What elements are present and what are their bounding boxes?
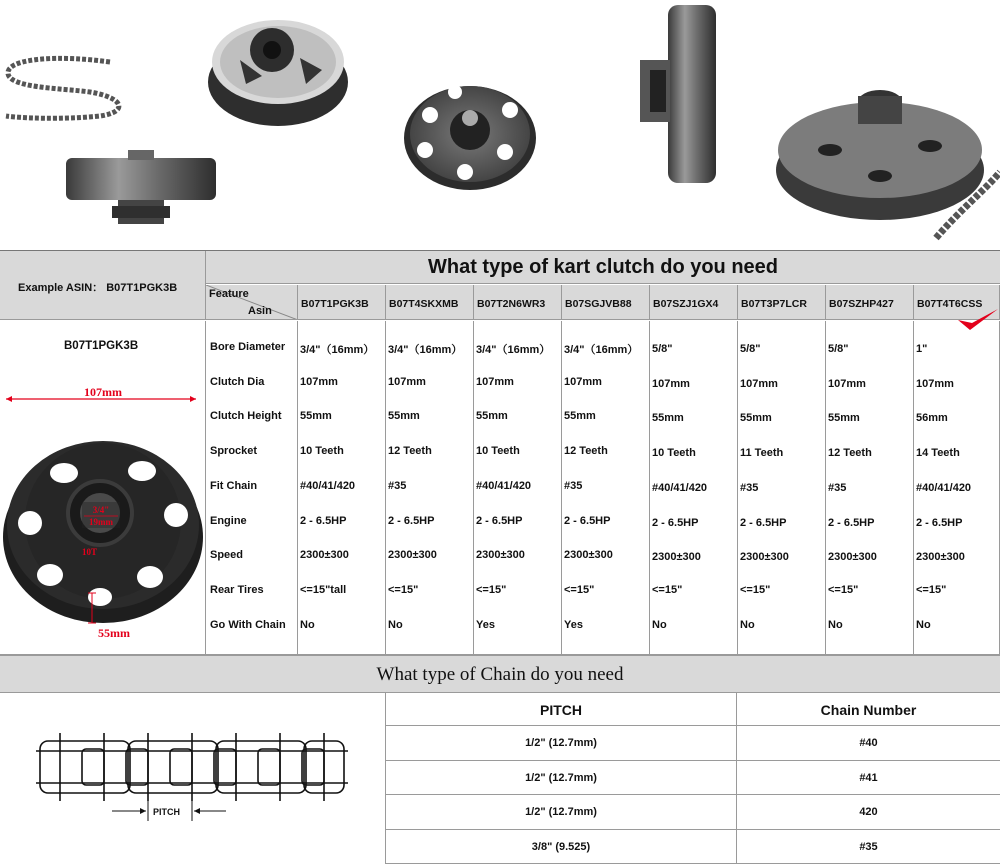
chain-table (0, 655, 1000, 864)
asin-column-header-label: B07T4SKXMB (389, 298, 459, 310)
example-product-asin: B07T1PGK3B (64, 340, 139, 352)
clutch-height-label: 55mm (98, 626, 130, 640)
spec-value: 55mm (652, 412, 684, 425)
chain-pitch-value: 3/8" (9.525) (531, 840, 591, 853)
asin-column-header (738, 285, 826, 320)
teeth-label: 10T (82, 547, 98, 557)
chain-pitch-header (386, 693, 737, 726)
spec-value: 107mm (828, 377, 866, 390)
spec-value: #35 (388, 479, 407, 492)
clutch-open-photo (208, 20, 348, 126)
spec-value: 2 - 6.5HP (564, 514, 611, 527)
feature-row-label: Engine (210, 514, 247, 527)
spec-value: 2 - 6.5HP (740, 516, 787, 529)
spec-value: <=15" (652, 583, 683, 596)
spec-value: <=15" (388, 583, 419, 596)
spec-value: <=15" (476, 583, 507, 596)
spec-value: 2300±300 (828, 551, 877, 564)
chain-number-value: #41 (859, 771, 878, 784)
spec-value: 5/8" (652, 343, 673, 355)
spec-value: 107mm (740, 377, 778, 390)
bore-in-label: 3/4" (92, 505, 110, 515)
feature-asin-header (206, 285, 298, 320)
asin-label: Asin (248, 305, 272, 317)
chain-diagram-cell (0, 693, 386, 864)
spec-value: 55mm (300, 410, 332, 423)
asin-column-header (562, 285, 650, 320)
spec-value: 56mm (916, 412, 948, 425)
spec-value: 1" (916, 343, 928, 355)
spec-value: 107mm (652, 377, 690, 390)
spec-value: 2 - 6.5HP (388, 514, 435, 527)
chain-table-title-cell (0, 655, 1000, 693)
chain-pitch-cell (386, 795, 737, 830)
spec-value: 2300±300 (388, 549, 437, 562)
clutch-dimension-diagram (0, 387, 206, 647)
spec-value: Yes (564, 618, 583, 631)
spec-value: 3/4"（16mm） (564, 344, 639, 356)
spec-value: 107mm (916, 377, 954, 390)
checkmark-icon (956, 306, 1000, 336)
chain-number-cell (737, 795, 1000, 830)
spec-value: 5/8" (740, 343, 761, 355)
spec-value: 2300±300 (916, 551, 965, 564)
spec-value: <=15" (916, 583, 947, 596)
chain-number-header-cell (737, 693, 1000, 726)
chain-number-cell (737, 726, 1000, 761)
clutch-comparison-table (0, 250, 1000, 655)
spec-value: 107mm (564, 375, 602, 388)
chain-pitch-cell (386, 726, 737, 761)
spec-value: <=15" (740, 583, 771, 596)
spec-value: 3/4"（16mm） (388, 344, 463, 356)
clutch-face-photo (404, 85, 536, 190)
spec-value: 2 - 6.5HP (916, 516, 963, 529)
spec-value: 10 Teeth (652, 447, 696, 460)
spec-value: 107mm (300, 375, 338, 388)
spec-value: 12 Teeth (828, 447, 872, 460)
example-product-cell (0, 321, 206, 654)
clutch-angled-photo (776, 90, 1000, 238)
spec-value: #40/41/420 (476, 479, 532, 492)
feature-row-label: Clutch Height (210, 410, 282, 423)
feature-label: Feature (209, 288, 249, 300)
asin-column-header-label: B07T3P7LCR (741, 298, 807, 310)
spec-value: Yes (476, 618, 495, 631)
chain-photo (6, 58, 119, 118)
bore-mm-label: 19mm (89, 517, 113, 527)
spec-value: No (740, 618, 755, 631)
chain-pitch-diagram (0, 693, 386, 864)
product-photo-collage (0, 0, 1000, 250)
chain-number-header: Chain Number (820, 702, 917, 718)
spec-value: <=15"tall (300, 583, 347, 596)
spec-value: 107mm (388, 375, 426, 388)
spec-value: 2300±300 (740, 551, 789, 564)
spec-value: 2300±300 (476, 549, 525, 562)
spec-value: 55mm (828, 412, 860, 425)
spec-value: No (652, 618, 667, 631)
spec-value: 55mm (564, 410, 596, 423)
spec-value: #40/41/420 (916, 481, 972, 494)
spec-value: 3/4"（16mm） (300, 344, 375, 356)
feature-row-label: Sprocket (210, 445, 258, 458)
chain-pitch-cell (386, 830, 737, 864)
chain-number-value: 420 (859, 806, 878, 818)
spec-value: 2300±300 (652, 551, 701, 564)
asin-column-header-label: B07T1PGK3B (301, 298, 369, 310)
asin-column-header-label: B07SZHP427 (829, 298, 894, 310)
spec-value: 2 - 6.5HP (828, 516, 875, 529)
spec-value: 3/4"（16mm） (476, 344, 551, 356)
spec-value: No (916, 618, 931, 631)
feature-row-label: Speed (210, 549, 244, 562)
spec-value: 10 Teeth (476, 445, 520, 458)
chain-pitch-value: 1/2" (12.7mm) (525, 806, 597, 818)
spec-value: 2 - 6.5HP (476, 514, 523, 527)
spec-value: 2300±300 (564, 549, 613, 562)
spec-value: #40/41/420 (300, 479, 356, 492)
spec-value: #40/41/420 (652, 481, 708, 494)
chain-table-title: What type of Chain do you need (376, 664, 624, 685)
spec-value: 11 Teeth (740, 447, 784, 460)
chain-pitch-value: 1/2" (12.7mm) (525, 771, 597, 784)
asin-column-header (474, 285, 562, 320)
spec-value: 55mm (476, 410, 508, 423)
clutch-edge-photo (640, 5, 716, 183)
asin-column-header (650, 285, 738, 320)
chain-number-cell (737, 761, 1000, 796)
chain-number-value: #35 (859, 840, 878, 853)
asin-column-header (298, 285, 386, 320)
spec-value: 2 - 6.5HP (652, 516, 699, 529)
spec-value: 107mm (476, 375, 514, 388)
feature-row-label: Rear Tires (210, 583, 264, 596)
asin-column-header-label: B07SZJ1GX4 (653, 298, 719, 310)
chain-number-value: #40 (859, 737, 878, 749)
spec-value: 10 Teeth (300, 445, 344, 458)
clutch-dia-label: 107mm (84, 385, 122, 399)
example-asin-label: Example ASIN： B07T1PGK3B (18, 282, 178, 294)
chain-number-cell (737, 830, 1000, 864)
asin-column-header-label: B07T4T6CSS (917, 298, 983, 310)
feature-row-label: Go With Chain (210, 618, 286, 631)
spec-value: 12 Teeth (388, 445, 432, 458)
spec-value: No (388, 618, 403, 631)
clutch-table-title-cell (206, 251, 1000, 284)
asin-column-header-label: B07T2N6WR3 (477, 298, 546, 310)
chain-pitch-cell (386, 761, 737, 796)
feature-row-label: Bore Diameter (210, 341, 286, 353)
spec-value: 5/8" (828, 343, 849, 355)
spec-value: #35 (564, 479, 583, 492)
product-photos (0, 0, 1000, 250)
feature-row-label: Clutch Dia (210, 375, 265, 388)
asin-column-header-label: B07SGJVB88 (565, 298, 632, 310)
clutch-side-photo (66, 150, 216, 224)
feature-row-label: Fit Chain (210, 479, 258, 492)
spec-value: #35 (828, 481, 847, 494)
example-asin-header (0, 251, 206, 320)
pitch-diagram-label: PITCH (153, 807, 180, 817)
spec-value: <=15" (564, 583, 595, 596)
spec-value: 2300±300 (300, 549, 349, 562)
spec-value: No (828, 618, 843, 631)
spec-value: <=15" (828, 583, 859, 596)
asin-column-header (386, 285, 474, 320)
spec-value: 14 Teeth (916, 447, 960, 460)
chain-pitch-value: 1/2" (12.7mm) (525, 737, 597, 749)
asin-column-header (826, 285, 914, 320)
pitch-header: PITCH (540, 702, 582, 718)
spec-value: 55mm (388, 410, 420, 423)
spec-value: #35 (740, 481, 759, 494)
spec-value: 2 - 6.5HP (300, 514, 347, 527)
clutch-table-title: What type of kart clutch do you need (427, 256, 779, 278)
spec-value: No (300, 618, 315, 631)
spec-value: 12 Teeth (564, 445, 608, 458)
spec-value: 55mm (740, 412, 772, 425)
